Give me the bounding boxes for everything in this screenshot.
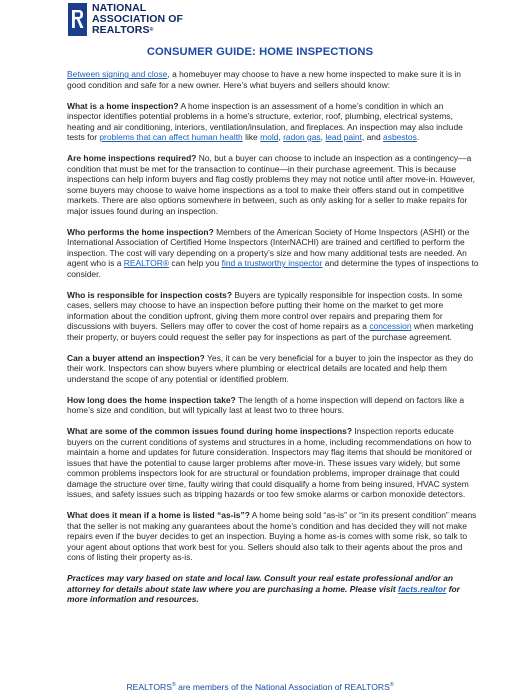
section-text: The length of a home inspection will depend on factors like a home’s size and condition, but will typically last at least two to three hours. [67, 394, 465, 415]
link-facts-realtor[interactable]: facts.realtor [398, 583, 447, 594]
section-heading: Are home inspections required? [67, 153, 197, 163]
link-concession[interactable]: concession [369, 321, 412, 331]
section-text: , [278, 132, 284, 142]
logo-line-1: NATIONAL [92, 2, 147, 14]
section-text: Inspection reports educate buyers on the current conditions of systems and structures in a home, including recommendations on how to maintain a home and updates for future consideration. Inspectors may flag items that should be monitored or issues that have the potential to cause larger problems after move-in. These issues vary widely, but some common problems inspectors look for are structural or foundation problems, improper drainage that could damage the structure over time, faulty wiring that could disqualify a home from being insured, HVAC system issues, and safety issues such as tripping hazards or too few smoke alarms or carbon monoxide detectors. [67, 426, 473, 499]
link-realtor[interactable]: REALTOR® [123, 258, 170, 268]
footer-text: are members of the National Association of REALTORS [175, 682, 390, 692]
intro-paragraph [67, 69, 479, 90]
closing-text: for more information and resources. [67, 583, 460, 604]
link-find-trustworthy-inspector[interactable]: find a trustworthy inspector [221, 258, 323, 268]
footer-registered-mark: ® [389, 682, 394, 689]
link-radon-gas[interactable]: radon gas [283, 132, 321, 142]
link-lead-paint[interactable]: lead paint [325, 132, 362, 142]
section-who-performs [67, 227, 479, 280]
page-title: CONSUMER GUIDE: HOME INSPECTIONS [146, 46, 374, 58]
section-as-is [67, 510, 479, 563]
section-text: , [320, 132, 326, 142]
section-heading: Who is responsible for inspection costs? [67, 289, 233, 300]
section-heading: What is a home inspection? [67, 100, 179, 111]
section-text: , and [361, 132, 384, 142]
section-text: and determine the types of inspections to consider. [67, 258, 479, 279]
section-heading: What are some of the common issues found during home inspections? [67, 426, 353, 436]
footer-registered-mark: ® [172, 682, 176, 689]
realtor-r-logo-icon [68, 3, 87, 36]
page-footer [0, 682, 520, 692]
section-buyer-attend [67, 353, 479, 385]
guide-body [67, 69, 479, 615]
closing-text: Practices may vary based on state and local law. Consult your real estate professional and/or an attorney for details about state law where you are purchasing a home. Please visit [67, 573, 454, 594]
section-heading: What does it mean if a home is listed “as-is”? [67, 510, 250, 520]
section-how-long [67, 395, 479, 416]
logo-wordmark [92, 3, 183, 36]
section-what-is-inspection [67, 101, 479, 143]
section-inspection-costs [67, 290, 479, 343]
section-inspections-required [67, 153, 479, 216]
nar-logo[interactable] [68, 3, 183, 36]
logo-line-3: REALTORS [92, 24, 150, 36]
link-between-signing-and-close[interactable]: Between signing and close [67, 69, 168, 79]
logo-line-2: ASSOCIATION OF [92, 13, 184, 25]
logo-registered-mark: ® [149, 27, 154, 33]
closing-note [67, 573, 479, 605]
section-heading: Can a buyer attend an inspection? [67, 352, 205, 363]
section-text: when marketing their property, or buyers could request the seller pay for inspections as part of the purchase agreement. [67, 321, 474, 342]
intro-text: , a homebuyer may choose to have a new home inspected to make sure it is in good condition and safe for a new owner. Here’s what buyers and sellers should know: [67, 69, 461, 90]
section-text: Buyers are typically responsible for inspection costs. In some cases, sellers may choose to have an inspection before putting their home on the market to get more information about the condition upfront, giving them more control over repairs and preparing them for discussions with buyers. Sellers may offer to cover the cost of home repairs as a [67, 289, 463, 331]
link-asbestos[interactable]: asbestos [383, 132, 417, 142]
section-text: A home being sold “as-is” or “in its present condition” means that the seller is not making any guarantees about the home’s condition and has decided they will not make repairs even if the buyer decides to get an inspection. Buying a home as-is comes with some risk, so talk to your agent about options that work best for you. Sellers should also talk to their agents about the pros and cons of listing their property as-is. [67, 510, 477, 562]
section-text: A home inspection is an assessment of a home’s condition in which an inspector identifies potential problems in a home’s structure, exterior, roof, plumbing, electrical systems, heating and air conditioning, interiors, ventilation/insulation, and fireplaces. An inspection may also include tests for [67, 100, 463, 142]
section-text: can help you [169, 258, 222, 268]
link-health-problems[interactable]: problems that can affect human health [99, 132, 243, 142]
section-text: . [416, 132, 420, 142]
section-text: No, but a buyer can choose to include an inspection as a contingency—a condition that must be met for the transaction to continue—in their purchase agreement. This is because inspections can help inform buyers and flag costly problems they may not notice until after move-in. However, some buyers may choose to waive home inspections as a tool to make their offers stand out in competitive markets. There are also options somewhere in between, such as only asking for a seller to make repairs for major issues found during an inspection. [67, 153, 476, 216]
section-text: Yes, it can be very beneficial for a buyer to join the inspector as they do their work. Inspectors can show buyers where plumbing or electrical details are located and help them understand the scope of any potential or identified problem. [67, 352, 474, 384]
section-heading: How long does the home inspection take? [67, 394, 236, 405]
link-mold[interactable]: mold [260, 132, 279, 142]
section-heading: Who performs the home inspection? [67, 226, 214, 237]
section-common-issues [67, 426, 479, 500]
section-text: Members of the American Society of Home Inspectors (ASHI) or the International Association of Certified Home Inspectors (InterNACHI) are trained and certified to perform the inspection. The cost will vary depending on a property’s size and how many additional tests are needed. An agent who is a [67, 226, 470, 268]
section-text: like [242, 132, 261, 142]
footer-text: REALTORS [126, 682, 172, 692]
